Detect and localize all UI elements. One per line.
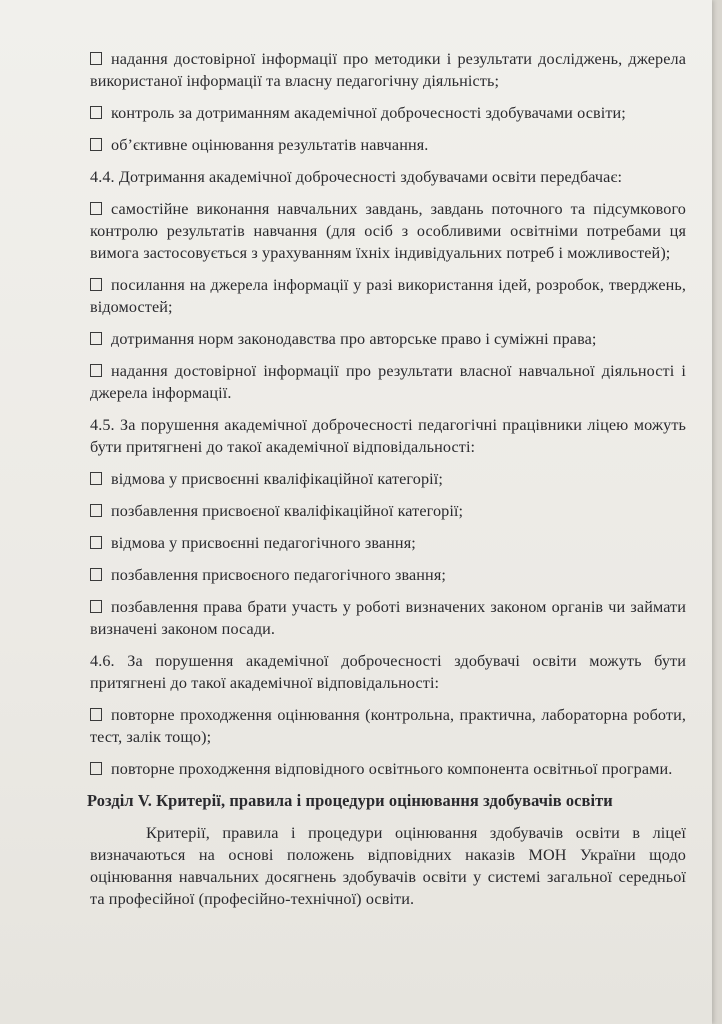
list-item: посилання на джерела інформації у разі використання ідей, розробок, тверджень, відомостей;	[90, 276, 686, 316]
list-item: об’єктивне оцінювання результатів навчання.	[90, 134, 686, 156]
list-item: надання достовірної інформації про методики і результати досліджень, джерела використаної інформації та власну педагогічну діяльність;	[90, 50, 686, 90]
list-item: відмова у присвоєнні кваліфікаційної категорії;	[90, 468, 686, 490]
checkbox-icon	[90, 138, 102, 151]
body-paragraph: Критерії, правила і процедури оцінювання здобувачів освіти в ліцеї визначаються на основі положень відповідних наказів МОН України щодо оцінювання навчальних досягнень здобувачів освіти у системі загальної середньої та професійної (професійно-технічної) освіти.	[90, 824, 686, 908]
checkbox-icon	[90, 708, 102, 721]
section-4-5: 4.5. За порушення академічної доброчесності педагогічні працівники ліцею можуть бути притягнені до такої академічної відповідальності:	[90, 416, 686, 456]
list-item: надання достовірної інформації про результати власної навчальної діяльності і джерела інформації.	[90, 362, 686, 402]
list-item: позбавлення права брати участь у роботі визначених законом органів чи займати визначені законом посади.	[90, 598, 686, 638]
list-item: самостійне виконання навчальних завдань, завдань поточного та підсумкового контролю результатів навчання (для осіб з особливими освітніми потребами ця вимога застосовується з урахуванням їхніх індивідуальних потреб і можливостей);	[90, 200, 686, 262]
document-body	[87, 48, 686, 910]
checkbox-icon	[90, 52, 102, 65]
checkbox-icon	[90, 536, 102, 549]
list-item: позбавлення присвоєної кваліфікаційної категорії;	[90, 500, 686, 522]
list-item: повторне проходження відповідного освітнього компонента освітньої програми.	[90, 758, 686, 780]
checkbox-icon	[90, 600, 102, 613]
checkbox-icon	[90, 762, 102, 775]
section-4-6: 4.6. За порушення академічної доброчесності здобувачі освіти можуть бути притягнені до такої академічної відповідальності:	[90, 652, 686, 692]
list-item: відмова у присвоєнні педагогічного звання;	[90, 532, 686, 554]
checkbox-icon	[90, 364, 102, 377]
section-heading: Розділ V. Критерії, правила і процедури оцінювання здобувачів освіти	[87, 791, 613, 810]
checkbox-icon	[90, 568, 102, 581]
checkbox-icon	[90, 106, 102, 119]
checkbox-icon	[90, 278, 102, 291]
list-item: позбавлення присвоєного педагогічного звання;	[90, 564, 686, 586]
checkbox-icon	[90, 504, 102, 517]
checkbox-icon	[90, 472, 102, 485]
list-item: дотримання норм законодавства про авторське право і суміжні права;	[90, 328, 686, 350]
list-item: контроль за дотриманням академічної доброчесності здобувачами освіти;	[90, 102, 686, 124]
list-item: повторне проходження оцінювання (контрольна, практична, лабораторна роботи, тест, залік тощо);	[90, 706, 686, 746]
section-4-4: 4.4. Дотримання академічної доброчесності здобувачами освіти передбачає:	[90, 168, 623, 186]
checkbox-icon	[90, 202, 102, 215]
checkbox-icon	[90, 332, 102, 345]
